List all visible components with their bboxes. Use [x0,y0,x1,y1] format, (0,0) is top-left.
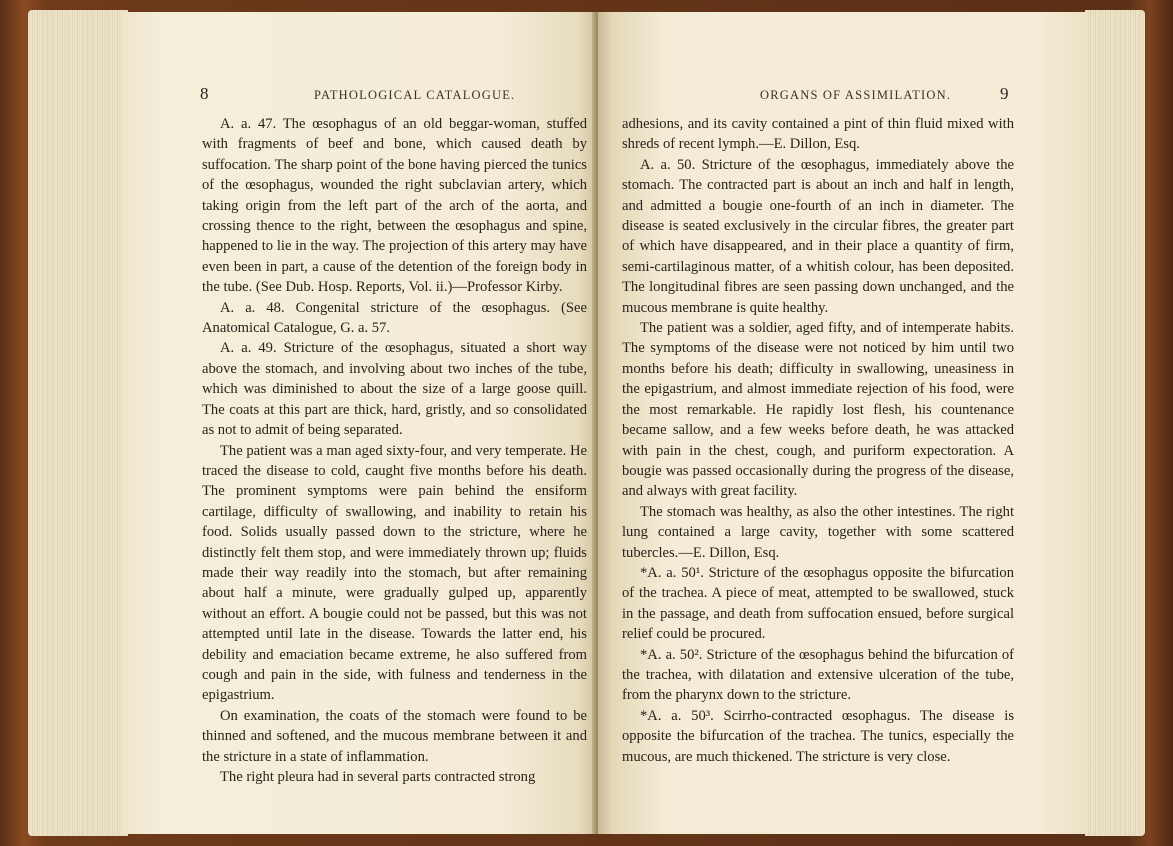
right-page-edges [1085,10,1145,836]
paragraph: The stomach was healthy, as also the other intestines. The right lung contained a large cavity, together with some scattered tubercles.—E. Dillon, Esq. [622,503,1014,561]
paragraph: *A. a. 50³. Scirrho-contracted œsophagus. The disease is opposite the bifurcation of the trachea. The tunics, especially the mucous, are much thickened. The stricture is very close. [622,707,1014,765]
left-page-edges [28,10,128,836]
page-number-right: 9 [1000,84,1009,103]
paragraph: A. a. 50. Stricture of the œsophagus, immediately above the stomach. The contracted part is about an inch and half in length, and admitted a bougie one-fourth of an inch in diameter. The disease is seated exclusively in the circular fibres, the greater part of which have disappeared, and in their place a quantity of firm, semi-cartilaginous matter, of a whitish colour, has been deposited. The longitudinal fibres are seen passing down unchanged, and the mucous membrane is quite healthy. [622,156,1014,316]
paragraph: A. a. 47. The œsophagus of an old beggar-woman, stuffed with fragments of beef and bone, which caused death by suffocation. The sharp point of the bone having pierced the tunics of the œsophagus, wounded the right subclavian artery, which taking origin from the left part of the arch of the aorta, and crossing thence to the right, between the œsophagus and spine, happened to lie in the way. The projection of this artery may have even been in part, a cause of the detention of the foreign body in the tube. (See Dub. Hosp. Reports, Vol. ii.)—Professor Kirby. [202,116,587,296]
right-page [598,12,1088,834]
running-head-left: PATHOLOGICAL CATALOGUE. [314,88,516,102]
paragraph: *A. a. 50¹. Stricture of the œsophagus opposite the bifurcation of the trachea. A piece of meat, attempted to be swallowed, stuck in the passage, and death from suffocation ensued, before surgical relief could be procured. [622,564,1014,643]
paragraph: A. a. 48. Congenital stricture of the œsophagus. (See Anatomical Catalogue, G. a. 57. [202,299,587,337]
paragraph: On examination, the coats of the stomach were found to be thinned and softened, and the mucous membrane between it and the stricture in a state of inflammation. [202,707,587,765]
paragraph: *A. a. 50². Stricture of the œsophagus behind the bifurcation of the trachea, with dilatation and extensive ulceration of the tube, from the pharynx down to the stricture. [622,646,1014,704]
paragraph: The patient was a man aged sixty-four, and very temperate. He traced the disease to cold, caught five months before his death. The prominent symptoms were pain behind the ensiform cartilage, difficulty of swallowing, and inability to retain his food. Solids usually passed down to the stricture, where he distinctly felt them stop, and were immediately thrown up; fluids made their way readily into the stomach, but after remaining about half a minute, were gradually gulped up, apparently without an effort. A bougie could not be passed, but this was not attempted until late in the disease. Towards the latter end, his debility and emaciation became extreme, he also suffered from cough and pain in the side, with fulness and tenderness in the epigastrium. [202,442,587,704]
paragraph: adhesions, and its cavity contained a pint of thin fluid mixed with shreds of recent lymph.—E. Dillon, Esq. [622,116,1014,153]
left-page [122,12,598,834]
running-head-right: ORGANS OF ASSIMILATION. [760,88,952,102]
paragraph: The right pleura had in several parts contracted strong [220,769,536,785]
left-page-text [202,114,587,787]
right-page-text [622,114,1014,767]
paragraph: A. a. 49. Stricture of the œsophagus, situated a short way above the stomach, and involving about two inches of the tube, which was diminished to about the size of a large goose quill. The coats at this part are thick, hard, gristly, and so consolidated as not to admit of being separated. [202,340,587,439]
paragraph: The patient was a soldier, aged fifty, and of intemperate habits. The symptoms of the disease were not noticed by him until two months before his death; difficulty in swallowing, uneasiness in the epigastrium, and almost immediate rejection of his food, were the most remarkable. He rapidly lost flesh, his countenance became sallow, and a few weeks before death, he was attacked with pain in the chest, cough, and puriform expectoration. A bougie was passed occasionally during the progress of the disease, and always with great facility. [622,320,1014,500]
page-number-left: 8 [200,84,209,103]
